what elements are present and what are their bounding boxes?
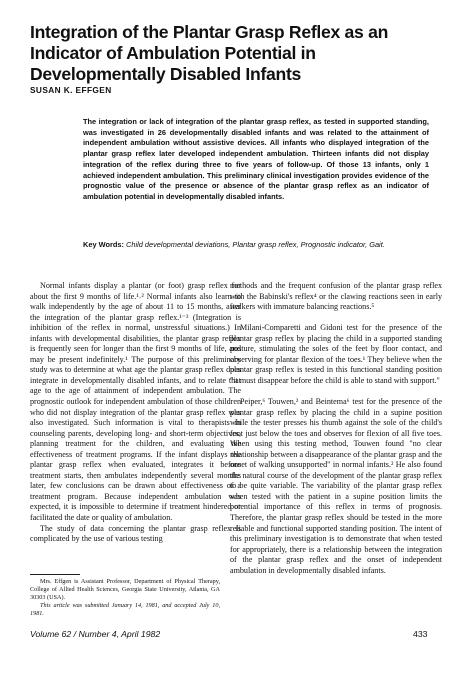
keywords — [83, 240, 474, 251]
author-name: SUSAN K. EFFGEN — [30, 85, 112, 95]
body-paragraph: Normal infants display a plantar (or foot) grasp reflex for about the first 9 months of life.¹˒² Normal infants also learn to walk independently by the age of about 11 to 15 months, after the integration of the plantar grasp reflex.¹⁻³ (Integration is inhibition of the reflex in normal, unstressful situations.) In infants with developmental disabilities, the plantar grasp reflex is frequently seen for longer than the first 9 months of life, and may be present indefinitely.¹ The purpose of this preliminary study was to determine at what age the plantar grasp reflex does integrate in developmentally disabled infants, and to relate that age to the age of attainment of independent ambulation. The prognostic outlook for independent ambulation of those children who did not display integration of the plantar grasp reflex was also investigated. Such information is vital to therapists in counseling parents, developing long- and short-term objectives, planning treatment for the children, and evaluating the effectiveness of treatment programs. If the infant displays the plantar grasp reflex when evaluated, integrates it before treatment starts, then ambulates independently several months later, few conclusions can be drawn about effectiveness of a treatment program. Because independent ambulation was expected, it is impossible to determine if treatment hindered or facilitated the date or quality of ambulation. — [30, 281, 241, 523]
article-title: Integration of the Plantar Grasp Reflex as an Indicator of Ambulation Potential in Developmentally Disabled Infants — [30, 22, 389, 84]
body-paragraph: Peiper,⁶ Touwen,² and Beintema⁶ test for the presence of the plantar grasp reflex by placing the child in a supine position while the tester presses his thumb against the sole of the child's foot just below the toes and observes for flexion of all five toes. When using this testing method, Touwen found "no clear relationship between a disappearance of the plantar grasp and the onset of walking unsupported" in normal infants.² He also found the natural course of the development of the plantar grasp reflex to be quite variable. The variability of the plantar grasp reflex when tested with the patient in a supine position limits the potential importance of this reflex in terms of prognosis. Therefore, the plantar grasp reflex should be tested in the more reliable and functional supported standing position. The intent of this preliminary investigation is to demonstrate that when tested for appropriately, there is a relationship between the integration of the plantar grasp reflex and the onset of independent ambulation in developmentally disabled infants. — [230, 397, 442, 575]
keywords-label: Key Words: — [83, 240, 124, 249]
abstract: The integration or lack of integration of the plantar grasp reflex, as tested in supported standing, was investigated in 26 developmentally disabled infants and was related to the attainment of independent ambulation without assistive devices. All infants who displayed integration of the plantar grasp reflex later developed independent ambulation. Thirteen infants did not display integration of the reflex during three to five years of follow-up. Of those 13 infants, only 1 achieved independent ambulation. This preliminary clinical investigation provides evidence of the prognostic value of the presence or absence of the plantar grasp reflex as an indicator of ambulation potential in developmentally disabled infants. — [83, 117, 429, 201]
received-note: This article was submitted January 14, 1981, and accepted July 10, 1981. — [30, 602, 220, 617]
keywords-text: Child developmental deviations, Plantar grasp reflex, Prognostic indicator, Gait. — [126, 240, 385, 249]
body-column-right — [230, 281, 442, 576]
page-number: 433 — [413, 629, 428, 639]
author-affiliation: Mrs. Effgen is Assistant Professor, Department of Physical Therapy, College of Allied Health Sciences, Georgia State University, Atlanta, GA 30303 (USA). — [30, 578, 220, 601]
footnote-divider — [30, 574, 80, 575]
body-paragraph: Milani-Comparetti and Gidoni test for the presence of the plantar grasp reflex by placing the child in a supported standing posture, stimulating the soles of the feet by floor contact, and observing for plantar flexion of the toes.¹ They believe when the plantar grasp reflex is tested in this functional standing position "it must disappear before the child is able to stand with support." — [230, 323, 442, 385]
footnote — [30, 578, 220, 618]
body-column-left — [30, 281, 241, 545]
issue-info: Volume 62 / Number 4, April 1982 — [30, 629, 161, 639]
body-paragraph: methods and the frequent confusion of the plantar grasp reflex with the Babinski's reflex⁴ or the clawing reactions seen in early walkers with immature balancing reactions.⁵ — [230, 281, 442, 312]
body-paragraph: The study of data concerning the plantar grasp reflex is complicated by the use of various testing — [30, 523, 241, 544]
